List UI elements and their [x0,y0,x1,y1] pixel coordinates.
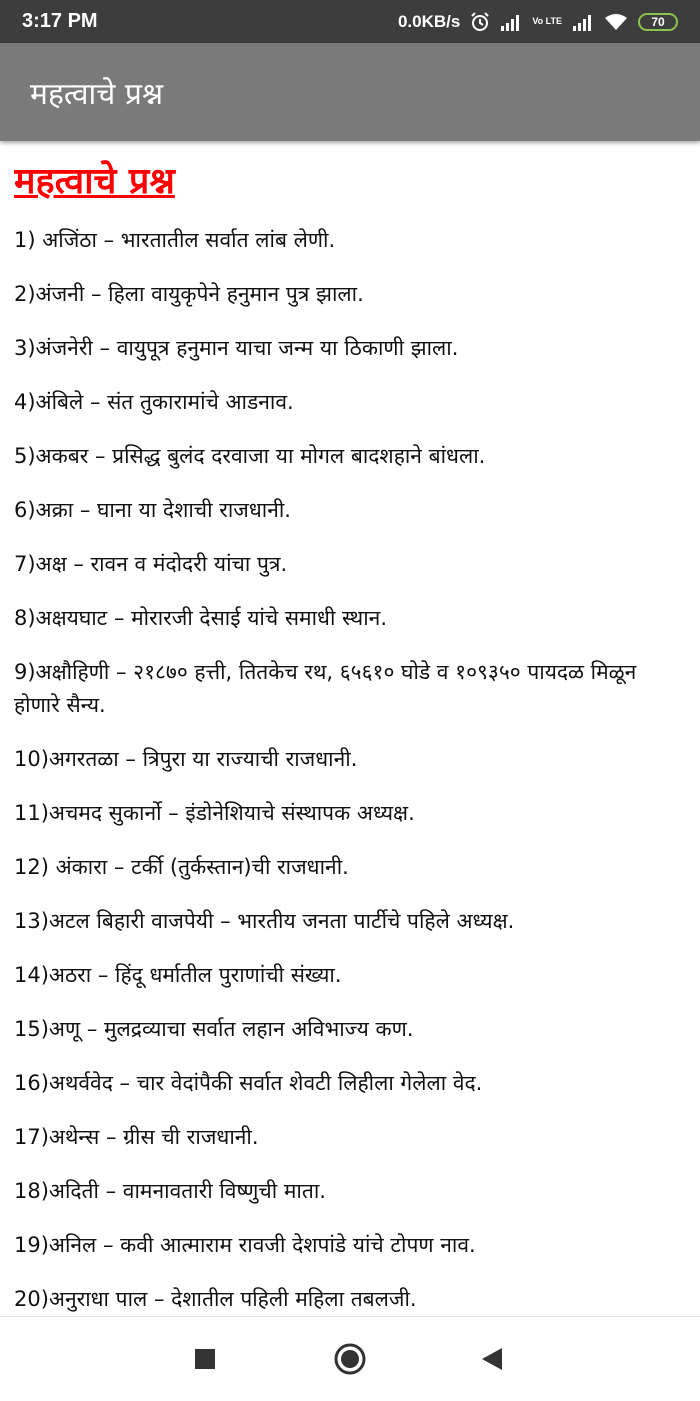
list-item: 9)अक्षौहिणी – २१८७० हत्ती, तितकेच रथ, ६५६१० घोडे व १०९३५० पायदळ मिळून होणारे सैन्य. [14,660,637,717]
signal-icon-2 [572,13,594,31]
list-item: 8)अक्षयघाट – मोरारजी देसाई यांचे समाधी स्थान. [14,606,387,630]
question-list [14,224,686,1312]
list-item: 6)अक्रा – घाना या देशाची राजधानी. [14,498,291,522]
list-item: 7)अक्ष – रावन व मंदोदरी यांचा पुत्र. [14,552,288,576]
list-item: 20)अनुराधा पाल – देशातील पहिली महिला तबलजी. [14,1287,417,1311]
navigation-bar [0,1316,700,1401]
status-bar [0,0,700,43]
battery-icon: 70 [638,13,678,31]
list-item: 15)अणू – मुलद्रव्याचा सर्वात लहान अविभाज्य कण. [14,1017,414,1041]
list-item: 17)अथेन्स – ग्रीस ची राजधानी. [14,1125,259,1149]
list-item: 5)अकबर – प्रसिद्ध बुलंद दरवाजा या मोगल बादशहाने बांधला. [14,444,486,468]
app-bar [0,43,700,141]
wifi-icon [604,13,628,31]
list-item: 14)अठरा – हिंदू धर्मातील पुराणांची संख्या. [14,963,342,987]
recents-square-icon [194,1348,216,1370]
volte-icon: Vo LTE [532,16,562,26]
list-item: 11)अचमद सुकार्नो – इंडोनेशियाचे संस्थापक अध्यक्ष. [14,801,415,825]
list-item: 2)अंजनी – हिला वायुकृपेने हनुमान पुत्र झाला. [14,282,364,306]
status-icons [398,12,678,32]
list-item: 19)अनिल – कवी आत्माराम रावजी देशपांडे यांचे टोपण नाव. [14,1233,476,1257]
signal-icon [500,13,522,31]
back-button[interactable] [447,1317,537,1401]
app-bar-title: महत्वाचे प्रश्न [30,76,164,112]
list-item: 4)अंबिले – संत तुकारामांचे आडनाव. [14,390,294,414]
home-button[interactable] [305,1317,395,1401]
list-item: 1) अजिंठा – भारतातील सर्वात लांब लेणी. [14,228,336,252]
content-area[interactable] [14,150,686,1312]
alarm-icon [470,12,490,32]
page-heading: महत्वाचे प्रश्न [14,161,175,202]
network-speed: 0.0KB/s [397,11,461,31]
status-time: 3:17 PM [22,10,98,32]
home-circle-icon [333,1342,367,1376]
list-item: 10)अगरतळा – त्रिपुरा या राज्याची राजधानी. [14,747,358,771]
list-item: 3)अंजनेरी – वायुपूत्र हनुमान याचा जन्म या ठिकाणी झाला. [14,336,459,360]
list-item: 13)अटल बिहारी वाजपेयी – भारतीय जनता पार्टीचे पहिले अध्यक्ष. [14,909,515,933]
list-item: 12) अंकारा – टर्की (तुर्कस्तान)ची राजधानी. [14,855,349,879]
recents-button[interactable] [160,1317,250,1401]
list-item: 18)अदिती – वामनावतारी विष्णुची माता. [14,1179,326,1203]
list-item: 16)अथर्ववेद – चार वेदांपैकी सर्वात शेवटी लिहीला गेलेला वेद. [14,1071,483,1095]
back-triangle-icon [481,1347,503,1371]
